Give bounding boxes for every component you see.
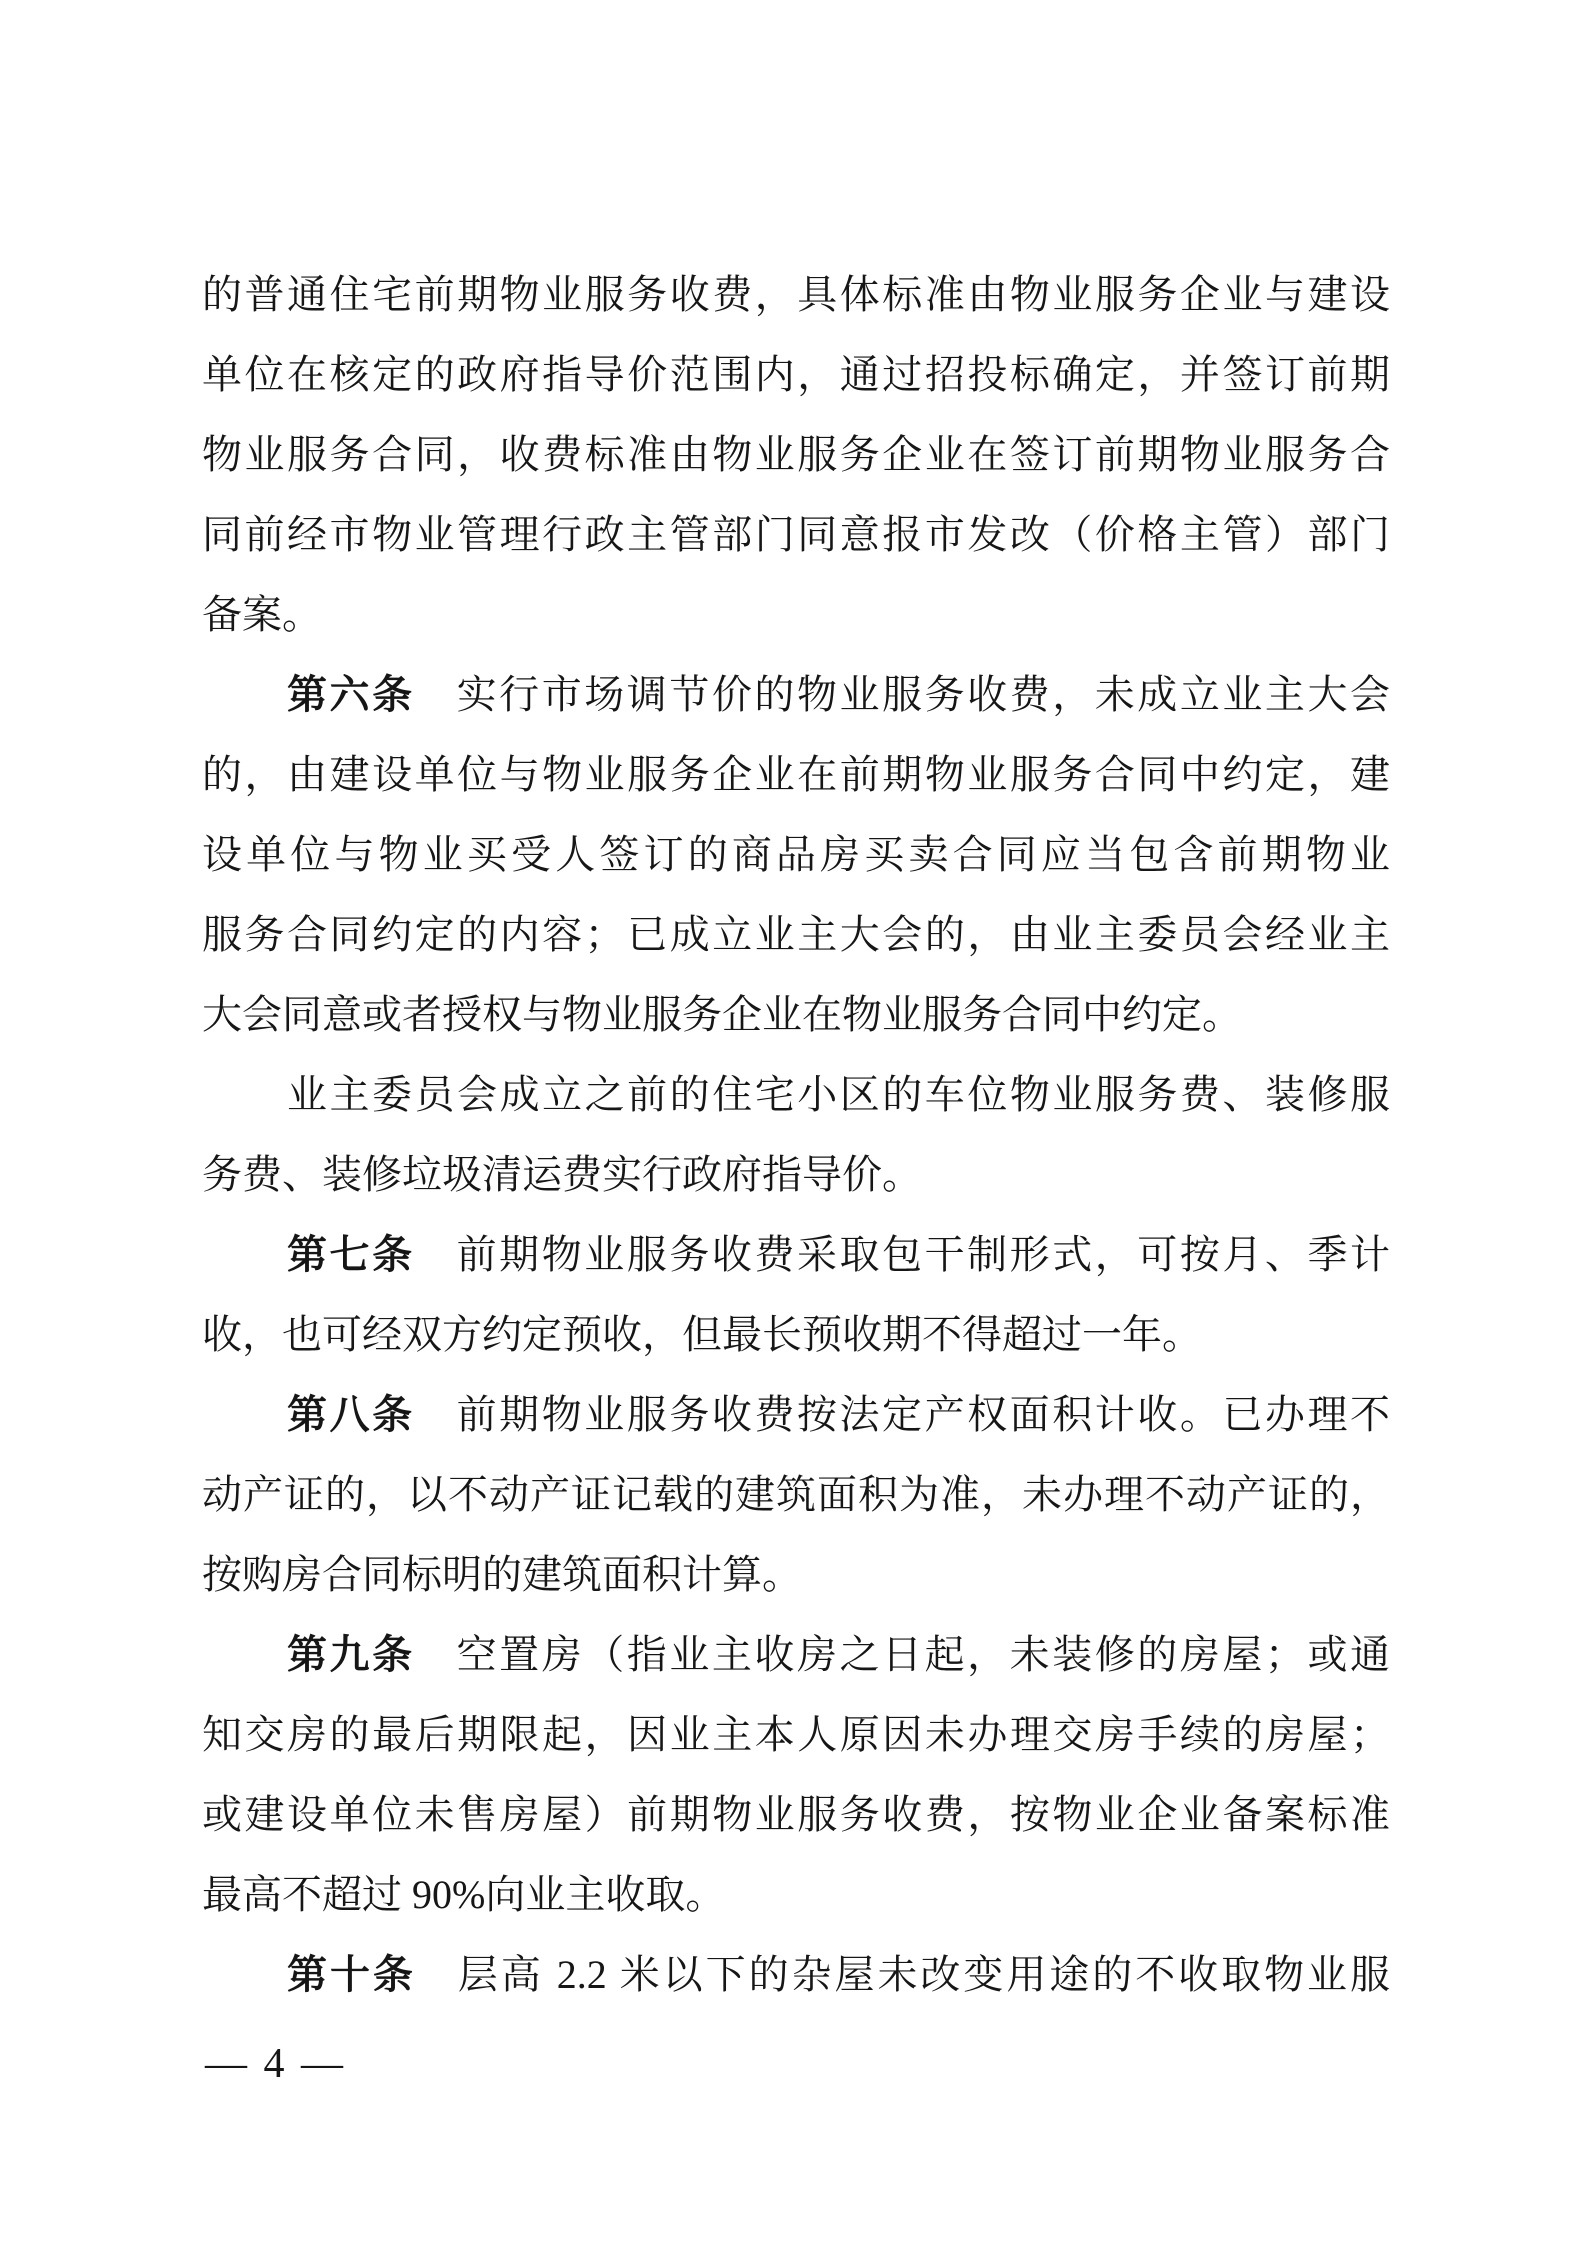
- line-text: 实行市场调节价的物业服务收费，未成立业主大会: [456, 672, 1390, 717]
- article-number: 第六条: [287, 673, 415, 717]
- text-line: [202, 1455, 1390, 1535]
- text-line: [202, 255, 1390, 335]
- line-text: 务费、装修垃圾清运费实行政府指导价。: [202, 1152, 922, 1197]
- text-line: [202, 1295, 1390, 1375]
- line-text: 层高 2.2 米以下的杂屋未改变用途的不收取物业服: [457, 1952, 1390, 1997]
- line-text: 服务合同约定的内容；已成立业主大会的，由业主委员会经业主: [202, 912, 1390, 957]
- article-number: 第十条: [287, 1953, 416, 1997]
- article-number: 第七条: [287, 1233, 415, 1277]
- text-line: [202, 1775, 1390, 1855]
- line-text: 或建设单位未售房屋）前期物业服务收费，按物业企业备案标准: [202, 1792, 1390, 1837]
- line-text: 收，也可经双方约定预收，但最长预收期不得超过一年。: [202, 1312, 1202, 1357]
- line-text: 设单位与物业买受人签订的商品房买卖合同应当包含前期物业: [202, 832, 1390, 877]
- text-line: [202, 335, 1390, 415]
- line-text: 前期物业服务收费按法定产权面积计收。已办理不: [456, 1392, 1390, 1437]
- text-line: [202, 1935, 1390, 2015]
- article-number: 第八条: [287, 1393, 415, 1437]
- page-footer: [205, 2040, 346, 2088]
- text-line: [202, 1375, 1390, 1455]
- line-text: 备案。: [202, 592, 322, 637]
- line-text: 物业服务合同，收费标准由物业服务企业在签订前期物业服务合: [202, 432, 1390, 477]
- line-text: 单位在核定的政府指导价范围内，通过招投标确定，并签订前期: [202, 352, 1390, 397]
- line-text: 动产证的，以不动产证记载的建筑面积为准，未办理不动产证的，: [202, 1472, 1390, 1517]
- text-line: [202, 975, 1390, 1055]
- page-number: — 4 —: [205, 2041, 346, 2087]
- line-text: 前期物业服务收费采取包干制形式，可按月、季计: [456, 1232, 1390, 1277]
- text-line: [202, 1055, 1390, 1135]
- line-text: 知交房的最后期限起，因业主本人原因未办理交房手续的房屋；: [202, 1712, 1390, 1757]
- text-line: [202, 655, 1390, 735]
- line-text: 的普通住宅前期物业服务收费，具体标准由物业服务企业与建设: [202, 272, 1390, 317]
- document-body: [202, 255, 1390, 2015]
- article-number: 第九条: [287, 1633, 415, 1677]
- text-line: [202, 815, 1390, 895]
- text-line: [202, 1215, 1390, 1295]
- line-text: 最高不超过 90%向业主收取。: [202, 1872, 726, 1917]
- text-line: [202, 1855, 1390, 1935]
- text-line: [202, 1695, 1390, 1775]
- text-line: [202, 1135, 1390, 1215]
- line-text: 业主委员会成立之前的住宅小区的车位物业服务费、装修服: [287, 1072, 1390, 1117]
- text-line: [202, 735, 1390, 815]
- text-line: [202, 575, 1390, 655]
- text-line: [202, 415, 1390, 495]
- line-text: 的，由建设单位与物业服务企业在前期物业服务合同中约定，建: [202, 752, 1390, 797]
- text-line: [202, 1615, 1390, 1695]
- text-line: [202, 895, 1390, 975]
- line-text: 按购房合同标明的建筑面积计算。: [202, 1552, 802, 1597]
- text-line: [202, 495, 1390, 575]
- line-text: 同前经市物业管理行政主管部门同意报市发改（价格主管）部门: [202, 512, 1390, 557]
- line-text: 大会同意或者授权与物业服务企业在物业服务合同中约定。: [202, 992, 1242, 1037]
- text-line: [202, 1535, 1390, 1615]
- line-text: 空置房（指业主收房之日起，未装修的房屋；或通: [456, 1632, 1390, 1677]
